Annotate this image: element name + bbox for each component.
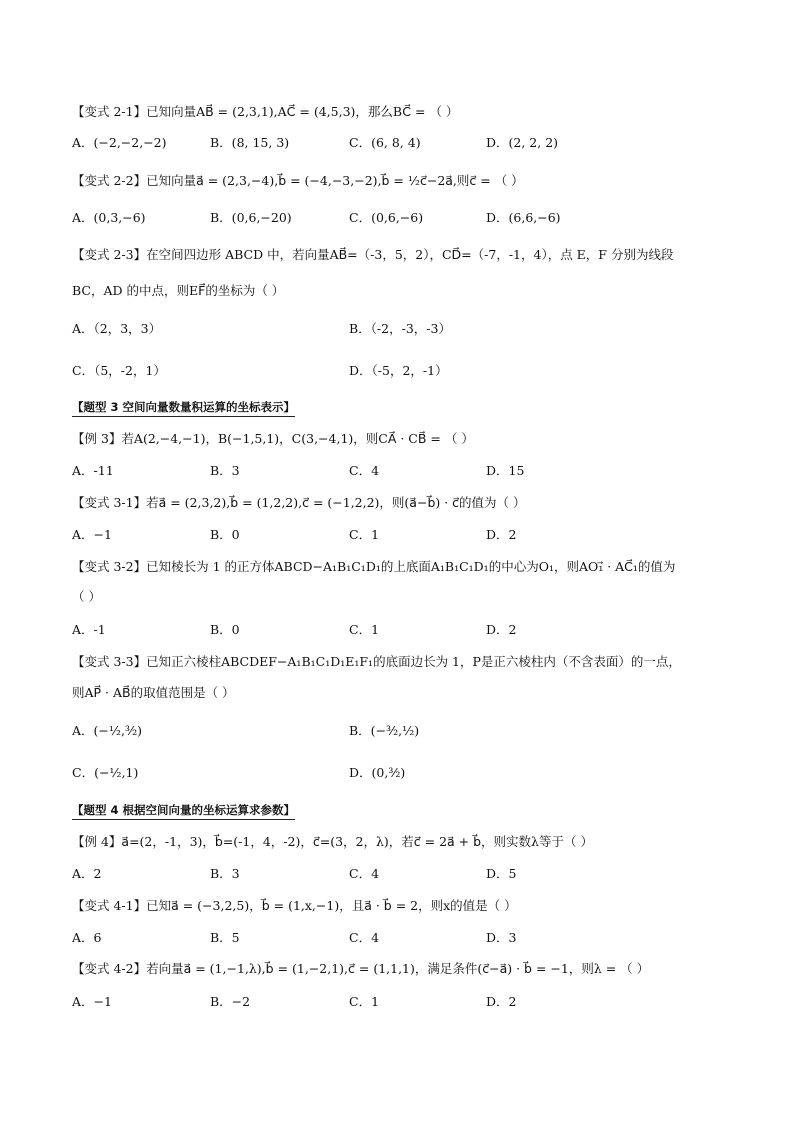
option-a: A．−1 <box>72 994 112 1009</box>
section-underline <box>72 416 295 417</box>
section-heading-4 <box>72 801 295 819</box>
option-a: A．−1 <box>72 527 112 542</box>
option-d: D．2 <box>486 527 517 542</box>
option-b: B．0 <box>210 622 240 637</box>
question-3-2-stem-cont: （ ） <box>72 589 101 604</box>
option-d: D．(0,³⁄₂) <box>349 765 406 780</box>
option-b: B．5 <box>210 930 240 945</box>
option-c: C．4 <box>349 463 380 478</box>
option-d: D．（-5，2，-1） <box>349 363 448 378</box>
option-d: D．2 <box>486 994 517 1009</box>
question-2-3-stem: 【变式 2-3】在空间四边形 ABCD 中，若向量AB⃗=（-3，5，2），CD⃗=（-7，-1，4），点 E，F 分别为线段 <box>72 247 674 262</box>
option-a: A．（2，3，3） <box>72 321 162 336</box>
option-b: B．(−³⁄₂,½) <box>349 723 420 738</box>
option-d: D．(2, 2, 2) <box>486 135 559 150</box>
option-b: B．（-2，-3，-3） <box>349 321 451 336</box>
section-underline <box>72 819 295 820</box>
question-4-1-stem: 【变式 4-1】已知a⃗ = (−3,2,5)，b⃗ = (1,x,−1)，且a⃗ · b⃗ = 2，则x的值是（ ） <box>72 898 517 913</box>
option-c: C．1 <box>349 994 380 1009</box>
option-b: B．3 <box>210 866 240 881</box>
question-2-3-stem-cont: BC，AD 的中点，则EF⃗的坐标为（ ） <box>72 283 285 298</box>
option-d: D．15 <box>486 463 525 478</box>
option-c: C．4 <box>349 866 380 881</box>
question-3-1-stem: 【变式 3-1】若a⃗ = (2,3,2),b⃗ = (1,2,2),c⃗ = (−1,2,2)，则(a⃗−b⃗) · c⃗的值为（ ） <box>72 495 526 510</box>
option-d: D．3 <box>486 930 517 945</box>
example-4-stem: 【例 4】a⃗=(2，-1，3)，b⃗=(-1，4，-2)，c⃗=(3，2，λ)，若c⃗ = 2a⃗ + b⃗，则实数λ等于（ ） <box>72 834 593 849</box>
option-b: B．−2 <box>210 994 251 1009</box>
question-3-2-stem: 【变式 3-2】已知棱长为 1 的正方体ABCD−A₁B₁C₁D₁的上底面A₁B₁C₁D₁的中心为O₁，则AO₁⃗ · AC⃗₁的值为 <box>72 559 676 574</box>
option-c: C．1 <box>349 622 380 637</box>
option-a: A．(−2,−2,−2) <box>72 135 167 150</box>
section-heading-4-text: 【题型 4 根据空间向量的坐标运算求参数】 <box>72 803 296 817</box>
option-c: C．1 <box>349 527 380 542</box>
option-a: A．2 <box>72 866 102 881</box>
option-b: B．(8, 15, 3) <box>210 135 290 150</box>
option-b: B．3 <box>210 463 240 478</box>
example-3-stem: 【例 3】若A(2,−4,−1)，B(−1,5,1)，C(3,−4,1)，则CA⃗ · CB⃗ = （ ） <box>72 431 474 446</box>
option-a: A．(0,3,−6) <box>72 210 146 225</box>
question-2-2-stem: 【变式 2-2】已知向量a⃗ = (2,3,−4),b⃗ = (−4,−3,−2),b⃗ = ½c⃗−2a⃗,则c⃗ = （ ） <box>72 173 524 188</box>
question-4-2-stem: 【变式 4-2】若向量a⃗ = (1,−1,λ),b⃗ = (1,−2,1),c⃗ = (1,1,1)，满足条件(c⃗−a⃗) · b⃗ = −1，则λ = （ ） <box>72 961 650 976</box>
option-c: C．（5，-2，1） <box>72 363 166 378</box>
option-a: A．(−½,³⁄₂) <box>72 723 142 738</box>
question-3-3-stem: 【变式 3-3】已知正六棱柱ABCDEF−A₁B₁C₁D₁E₁F₁的底面边长为 1，P是正六棱柱内（不含表面）的一点， <box>72 654 681 669</box>
question-2-1-stem: 【变式 2-1】已知向量AB⃗ = (2,3,1),AC⃗ = (4,5,3)，那么BC⃗ = （ ） <box>72 104 459 119</box>
option-c: C．(0,6,−6) <box>349 210 424 225</box>
option-c: C．(−½,1) <box>72 765 139 780</box>
section-heading-3 <box>72 398 295 416</box>
option-b: B．0 <box>210 527 240 542</box>
question-3-3-stem-cont: 则AP⃗ · AB⃗的取值范围是（ ） <box>72 685 235 700</box>
option-d: D．5 <box>486 866 517 881</box>
option-a: A．-1 <box>72 622 106 637</box>
section-heading-3-text: 【题型 3 空间向量数量积运算的坐标表示】 <box>72 400 296 414</box>
option-a: A．6 <box>72 930 102 945</box>
option-a: A．-11 <box>72 463 114 478</box>
option-c: C．(6, 8, 4) <box>349 135 421 150</box>
option-d: D．(6,6,−6) <box>486 210 561 225</box>
option-d: D．2 <box>486 622 517 637</box>
option-c: C．4 <box>349 930 380 945</box>
option-b: B．(0,6,−20) <box>210 210 292 225</box>
